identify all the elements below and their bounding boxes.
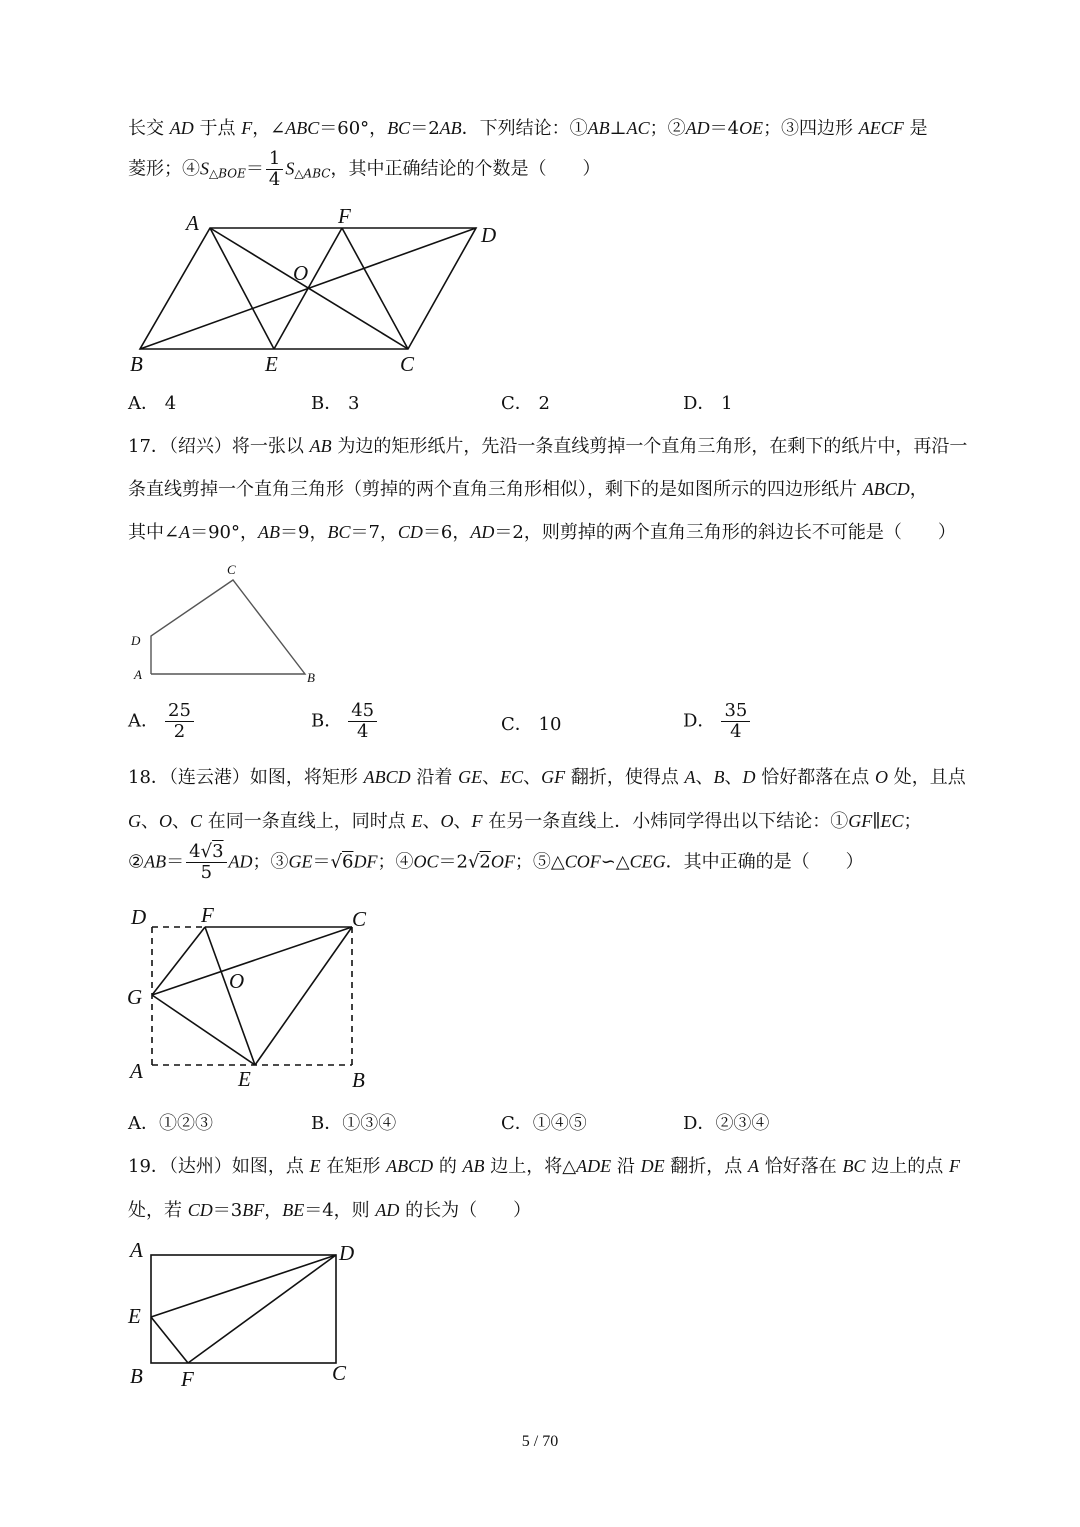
text: 、: [453, 811, 472, 832]
option-label: C．: [501, 1113, 533, 1134]
label-c: C: [332, 1361, 347, 1385]
label-a: A: [130, 1059, 143, 1083]
text: ＝: [245, 158, 264, 180]
text: F: [241, 118, 253, 138]
option-label: C．: [501, 393, 533, 414]
text: AD: [228, 851, 253, 872]
text: ∥: [872, 811, 881, 832]
text: 为边的矩形纸片，先沿一条直线剪掉一个直角三角形，在剩下的纸片中，再沿一: [331, 436, 968, 457]
text: ＝: [312, 851, 331, 873]
text: O: [875, 767, 888, 787]
text: ，∠: [252, 118, 286, 139]
text: 处，若: [128, 1200, 188, 1221]
text: O: [159, 811, 172, 831]
label-c: C: [400, 352, 415, 376]
text: BC: [387, 118, 411, 138]
text: 恰好落在: [759, 1156, 843, 1177]
label-b: B: [307, 670, 315, 685]
text: 翻折，点: [664, 1156, 749, 1177]
text: ABCD: [363, 767, 411, 787]
text: 翻折，使得点: [565, 767, 685, 788]
sqrt-symbol: √: [200, 841, 213, 862]
text: ，: [264, 1200, 283, 1221]
sqrt-symbol: √: [467, 851, 480, 873]
text: ABCD: [862, 479, 910, 499]
option-value: 1: [721, 393, 733, 414]
text: GE: [288, 851, 313, 872]
numerator: 35: [721, 702, 750, 722]
text: ；: [903, 811, 922, 832]
text: AB: [462, 1156, 485, 1176]
text: E: [411, 811, 423, 831]
text: G: [128, 811, 141, 831]
text: GF: [848, 811, 873, 831]
option-label: A．: [128, 393, 159, 414]
option-label: D．: [683, 710, 716, 732]
radicand: 3: [212, 841, 224, 862]
label-g: G: [127, 985, 143, 1009]
segment-fd: [188, 1255, 336, 1363]
text: S: [285, 158, 295, 179]
text: ＝2，则剪掉的两个直角三角形的斜边长不可能是（ ）: [494, 522, 956, 543]
text: ＝: [166, 851, 185, 873]
text: EC: [880, 811, 904, 831]
text: ②: [128, 851, 145, 873]
text: 在同一条直线上，同时点: [202, 811, 412, 832]
text: 是: [903, 118, 928, 139]
option-value: ①③④: [342, 1113, 397, 1134]
text: CD: [397, 522, 423, 542]
text: AECF: [858, 118, 904, 138]
text: OC: [413, 851, 439, 872]
text: 、: [482, 767, 501, 788]
option-label: C．: [501, 714, 533, 735]
text: BE: [282, 1200, 305, 1220]
text: AD: [685, 118, 710, 138]
text: AD: [169, 118, 194, 138]
text: ABC: [285, 118, 320, 138]
text: 、: [523, 767, 542, 788]
text: 的长为（ ）: [399, 1200, 532, 1221]
label-b: B: [352, 1068, 365, 1092]
segment-ed: [151, 1255, 336, 1317]
text: AB: [258, 522, 280, 542]
text: A: [684, 767, 696, 787]
subscript: △ABC: [294, 166, 331, 181]
text: ＝4，则: [304, 1200, 376, 1221]
option-value: 4: [164, 393, 177, 414]
text: ；⑤△: [514, 851, 565, 873]
option-label: D．: [683, 393, 716, 414]
option-label: B．: [311, 393, 343, 414]
text: D: [742, 767, 756, 787]
text: 恰好都落在点: [755, 767, 875, 788]
label-e: E: [238, 1067, 251, 1091]
label-d: D: [131, 633, 141, 648]
numerator: 45: [348, 702, 377, 722]
text: AD: [375, 1200, 400, 1220]
text: 沿着: [410, 767, 459, 788]
text: 17．（绍兴）将一张以: [128, 436, 310, 457]
option-value: 10: [538, 714, 562, 735]
text: 处，且点: [888, 767, 966, 788]
subscript: △BOE: [209, 166, 246, 181]
text: ＝9，: [280, 522, 328, 543]
label-d: D: [131, 905, 147, 929]
text: A: [748, 1156, 760, 1176]
label-o: O: [229, 969, 245, 993]
text: ，其中正确结论的个数是（ ）: [330, 158, 601, 180]
label-a: A: [186, 211, 199, 235]
numerator: 1: [266, 150, 283, 170]
option-label: B．: [311, 1113, 343, 1134]
radicand: 2: [479, 851, 491, 873]
text: ⊥: [609, 118, 627, 139]
text: ＝4: [709, 118, 740, 139]
sqrt-symbol: √: [330, 851, 343, 873]
text: OE: [739, 118, 764, 138]
text: AC: [626, 118, 650, 138]
text: EC: [500, 767, 524, 787]
option-label: B．: [311, 710, 343, 732]
text: 菱形；④: [128, 158, 200, 180]
denominator: 4: [730, 721, 742, 742]
text: 、: [172, 811, 190, 832]
option-label: A．: [128, 710, 159, 732]
text: 长交: [128, 118, 170, 139]
label-e: E: [265, 352, 278, 376]
text: AD: [470, 522, 495, 542]
option-value: 2: [538, 393, 550, 414]
text: ；③: [252, 851, 289, 873]
rectangle-abcd: [151, 1255, 336, 1363]
label-f: F: [201, 903, 214, 927]
label-b: B: [130, 1364, 143, 1388]
text: ；④: [377, 851, 414, 873]
text: BF: [242, 1200, 265, 1220]
text: 4: [189, 841, 201, 862]
text: O: [440, 811, 454, 831]
label-d: D: [481, 223, 497, 247]
option-value: ①②③: [159, 1113, 213, 1134]
option-value: ②③④: [715, 1113, 770, 1134]
radicand: 6: [342, 851, 354, 873]
label-b: B: [130, 352, 143, 376]
label-o: O: [293, 261, 309, 285]
text: CEG: [629, 851, 666, 872]
text: OF: [490, 851, 515, 872]
label-c: C: [227, 562, 236, 577]
text: GF: [541, 767, 566, 787]
text: S: [200, 158, 209, 179]
text: ；②: [649, 118, 686, 139]
denominator: 2: [173, 721, 186, 742]
option-label: D．: [683, 1113, 716, 1134]
text: AB: [587, 118, 610, 138]
text: ＝2: [438, 851, 468, 873]
denominator: 5: [200, 862, 213, 883]
text: 边上，将△: [484, 1156, 577, 1177]
segment-ef: [151, 1317, 188, 1363]
text: 条直线剪掉一个直角三角形（剪掉的两个直角三角形相似），剩下的是如图所示的四边形纸片: [128, 479, 863, 500]
text: ＝6，: [422, 522, 471, 543]
denominator: 4: [268, 169, 281, 190]
text: 的: [433, 1156, 463, 1177]
text: 19．（达州）如图，点: [128, 1156, 310, 1177]
label-a: A: [134, 667, 142, 682]
text: DF: [353, 851, 378, 872]
text: COF: [564, 851, 601, 872]
text: 、: [695, 767, 714, 788]
text: F: [948, 1156, 960, 1176]
text: BC: [842, 1156, 866, 1176]
text: ＝7，: [350, 522, 398, 543]
text: ＝60°，: [319, 118, 388, 139]
text: ＝3: [212, 1200, 243, 1221]
text: ，: [909, 479, 928, 500]
text: GE: [458, 767, 483, 787]
text: ＝2: [410, 118, 440, 139]
text: 沿: [611, 1156, 641, 1177]
text: 其中∠: [128, 522, 180, 543]
text: AB: [309, 436, 332, 456]
text: ．其中正确的是（ ）: [665, 851, 864, 873]
text: AB: [439, 118, 462, 138]
label-f: F: [181, 1367, 194, 1391]
text: ADE: [576, 1156, 612, 1176]
text: 、: [141, 811, 159, 832]
denominator: 4: [356, 721, 369, 742]
text: ＝90°，: [190, 522, 258, 543]
option-value: ①④⑤: [532, 1113, 587, 1134]
text: A: [179, 522, 191, 542]
text: 边上的点: [865, 1156, 949, 1177]
text: 、: [724, 767, 743, 788]
text: F: [471, 811, 483, 831]
text: ABCD: [386, 1156, 434, 1176]
text: 于点: [193, 118, 242, 139]
label-f: F: [338, 204, 351, 228]
label-d: D: [339, 1241, 355, 1265]
label-a: A: [130, 1238, 143, 1262]
option-value: 3: [347, 393, 360, 414]
text: E: [309, 1156, 321, 1176]
text: 18．（连云港）如图，将矩形: [128, 767, 364, 788]
text: DE: [640, 1156, 665, 1176]
text: B: [713, 767, 725, 787]
text: 、: [422, 811, 441, 832]
text: BC: [327, 522, 351, 542]
label-c: C: [352, 907, 367, 931]
text: ；③四边形: [763, 118, 859, 139]
option-label: A．: [128, 1113, 159, 1134]
label-e: E: [128, 1304, 141, 1328]
text: 在另一条直线上．小炜同学得出以下结论：①: [482, 811, 849, 832]
text: 在矩形: [320, 1156, 387, 1177]
text: ∽△: [600, 851, 630, 873]
text: CD: [187, 1200, 213, 1220]
text: ．下列结论：①: [461, 118, 588, 139]
page-number: 5 / 70: [521, 1433, 559, 1450]
text: C: [190, 811, 203, 831]
numerator: 25: [165, 702, 194, 722]
text: AB: [144, 851, 167, 872]
